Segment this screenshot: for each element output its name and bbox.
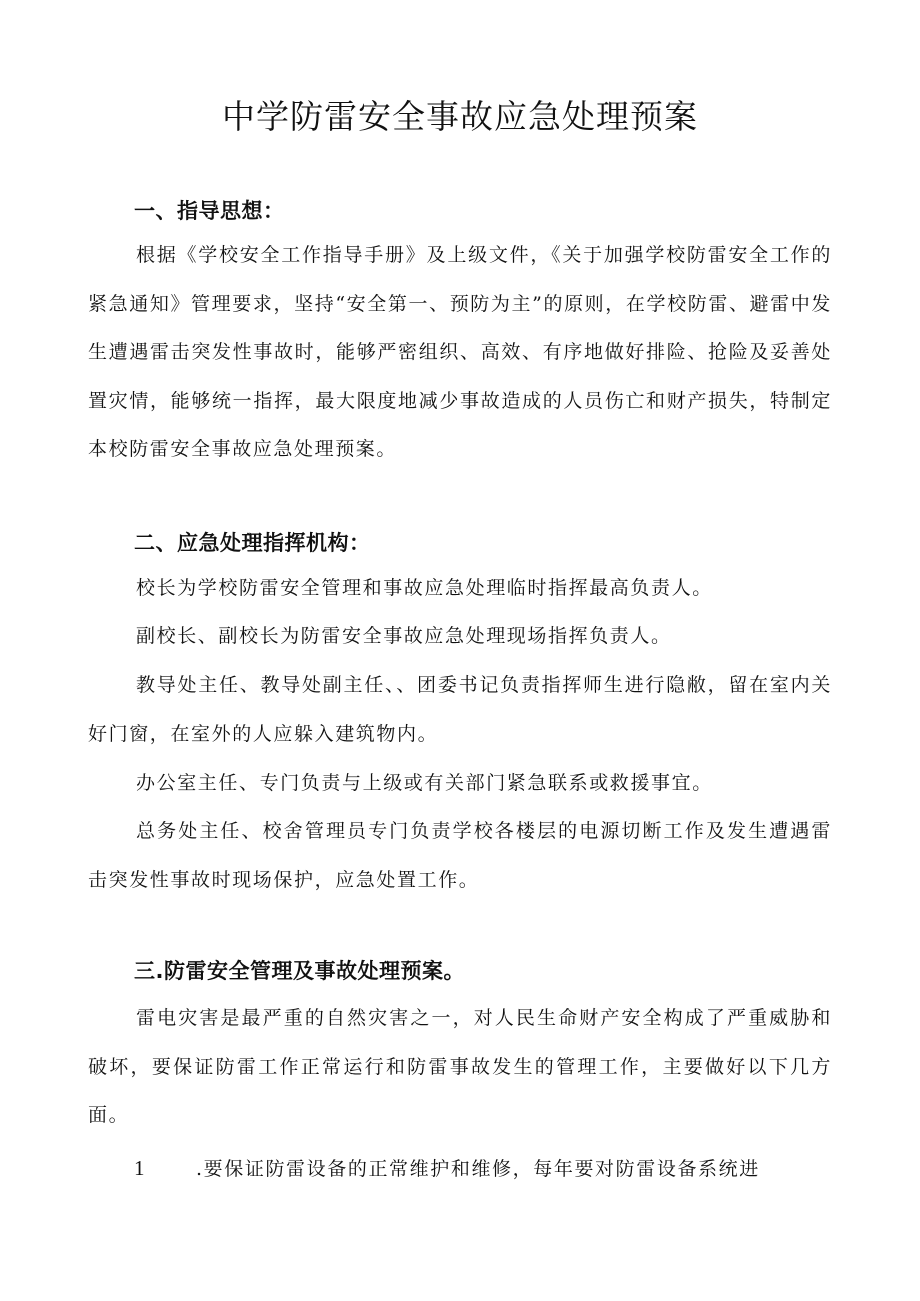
- section-2-paragraph-3: 教导处主任、教导处副主任、、团委书记负责指挥师生进行隐敝，留在室内关好门窗，在室外的人应躲入建筑物内。: [88, 674, 832, 745]
- section-2-paragraph-1: 校长为学校防雷安全管理和事故应急处理临时指挥最高负责人。: [136, 577, 713, 599]
- section-2-heading: 二、应急处理指挥机构：: [134, 531, 371, 555]
- list-item: [134, 1148, 834, 1189]
- section-3-paragraph-1: 雷电灾害是最严重的自然灾害之一，对人民生命财产安全构成了严重威胁和破坏，要保证防雷工作正常运行和防雷事故发生的管理工作，主要做好以下几方面。: [88, 1007, 832, 1127]
- list-item-text: .要保证防雷设备的正常维护和维修，每年要对防雷设备系统进: [196, 1158, 760, 1180]
- list-item-number: 1: [134, 1156, 145, 1180]
- section-2-paragraph-4: 办公室主任、专门负责与上级或有关部门紧急联系或救援事宜。: [136, 772, 713, 794]
- section-3-heading: 三.防雷安全管理及事故处理预案。: [134, 959, 465, 983]
- document-title: 中学防雷安全事故应急处理预案: [222, 97, 698, 136]
- section-2-paragraph-2: 副校长、副校长为防雷安全事故应急处理现场指挥负责人。: [136, 625, 672, 647]
- section-1-heading: 一、指导思想：: [134, 199, 285, 223]
- section-2-paragraph-5: 总务处主任、校舍管理员专门负责学校各楼层的电源切断工作及发生遭遇雷击突发性事故时现场保护，应急处置工作。: [88, 820, 832, 891]
- section-1-paragraph-1: 根据《学校安全工作指导手册》及上级文件，《关于加强学校防雷安全工作的紧急通知》管理要求，坚持“安全第一、预防为主”的原则，在学校防雷、避雷中发生遭遇雷击突发性事故时，能够严密组织、高效、有序地做好排险、抢险及妥善处置灾情，能够统一指挥，最大限度地减少事故造成的人员伤亡和财产损失，特制定本校防雷安全事故应急处理预案。: [88, 244, 832, 461]
